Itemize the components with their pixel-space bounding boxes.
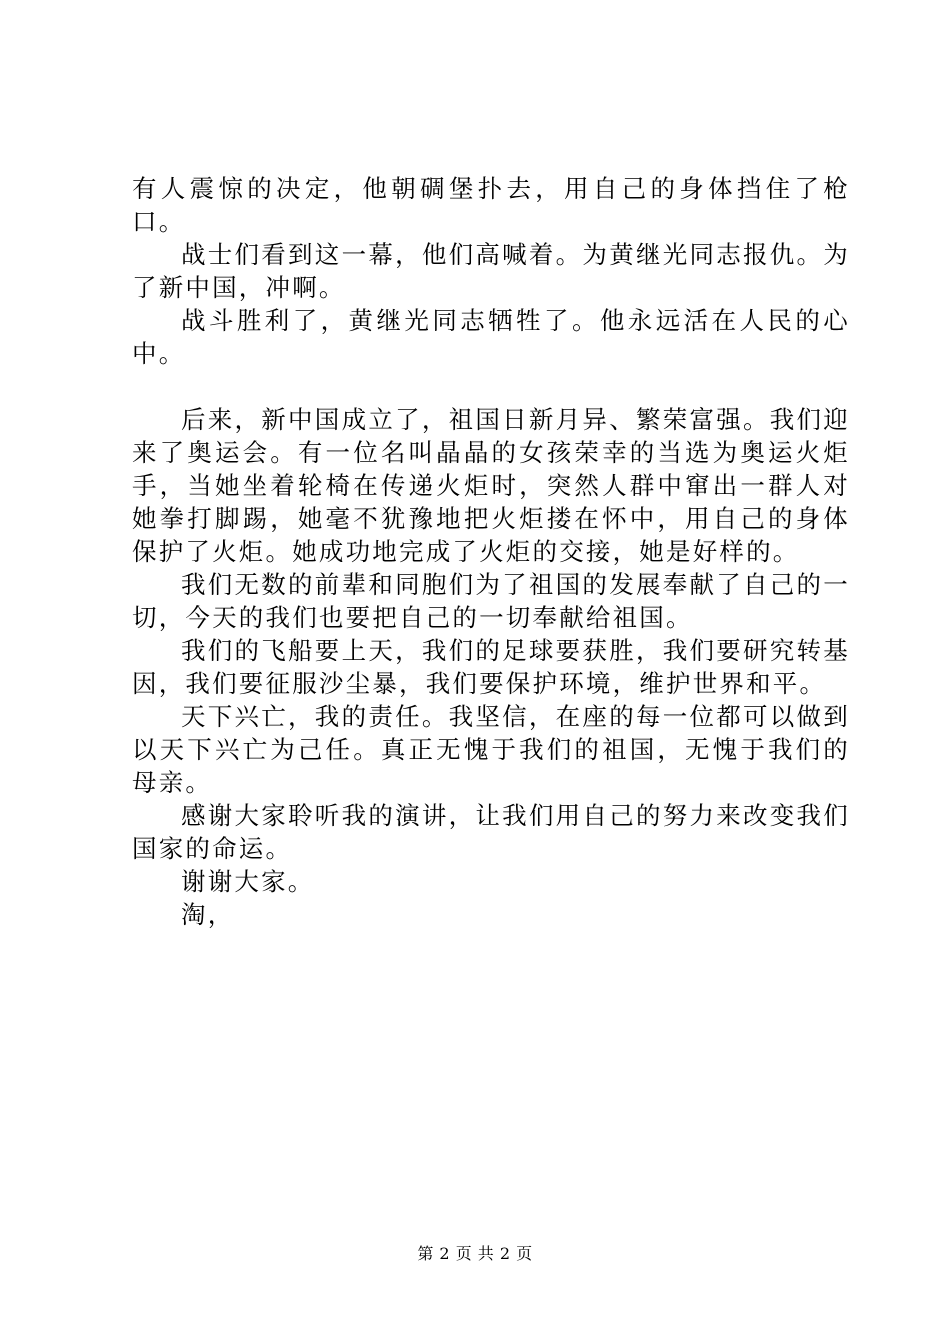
paragraph-2: 战士们看到这一幕，他们高喊着。为黄继光同志报仇。为了新中国，冲啊。 bbox=[132, 240, 850, 302]
document-body bbox=[132, 172, 850, 931]
paragraph-10: 淘， bbox=[181, 900, 235, 929]
page-footer: 第 2 页 共 2 页 bbox=[417, 1244, 533, 1263]
paragraph-9: 谢谢大家。 bbox=[181, 867, 315, 896]
paragraph-5: 我们无数的前辈和同胞们为了祖国的发展奉献了自己的一切，今天的我们也要把自己的一切奉献给祖国。 bbox=[132, 570, 850, 632]
paragraph-8: 感谢大家聆听我的演讲，让我们用自己的努力来改变我们国家的命运。 bbox=[132, 801, 850, 863]
paragraph-7: 天下兴亡，我的责任。我坚信，在座的每一位都可以做到以天下兴亡为己任。真正无愧于我们的祖国，无愧于我们的母亲。 bbox=[132, 702, 850, 797]
paragraph-4: 后来，新中国成立了，祖国日新月异、繁荣富强。我们迎来了奥运会。有一位名叫晶晶的女孩荣幸的当选为奥运火炬手，当她坐着轮椅在传递火炬时，突然人群中窜出一群人对她拳打脚踢，她毫不犹豫地把火炬搂在怀中，用自己的身体保护了火炬。她成功地完成了火炬的交接，她是好样的。 bbox=[132, 405, 850, 566]
paragraph-1: 有人震惊的决定，他朝碉堡扑去，用自己的身体挡住了枪口。 bbox=[132, 174, 850, 236]
paragraph-3: 战斗胜利了，黄继光同志牺牲了。他永远活在人民的心中。 bbox=[132, 306, 850, 368]
paragraph-6: 我们的飞船要上天，我们的足球要获胜，我们要研究转基因，我们要征服沙尘暴，我们要保护环境，维护世界和平。 bbox=[132, 636, 850, 698]
